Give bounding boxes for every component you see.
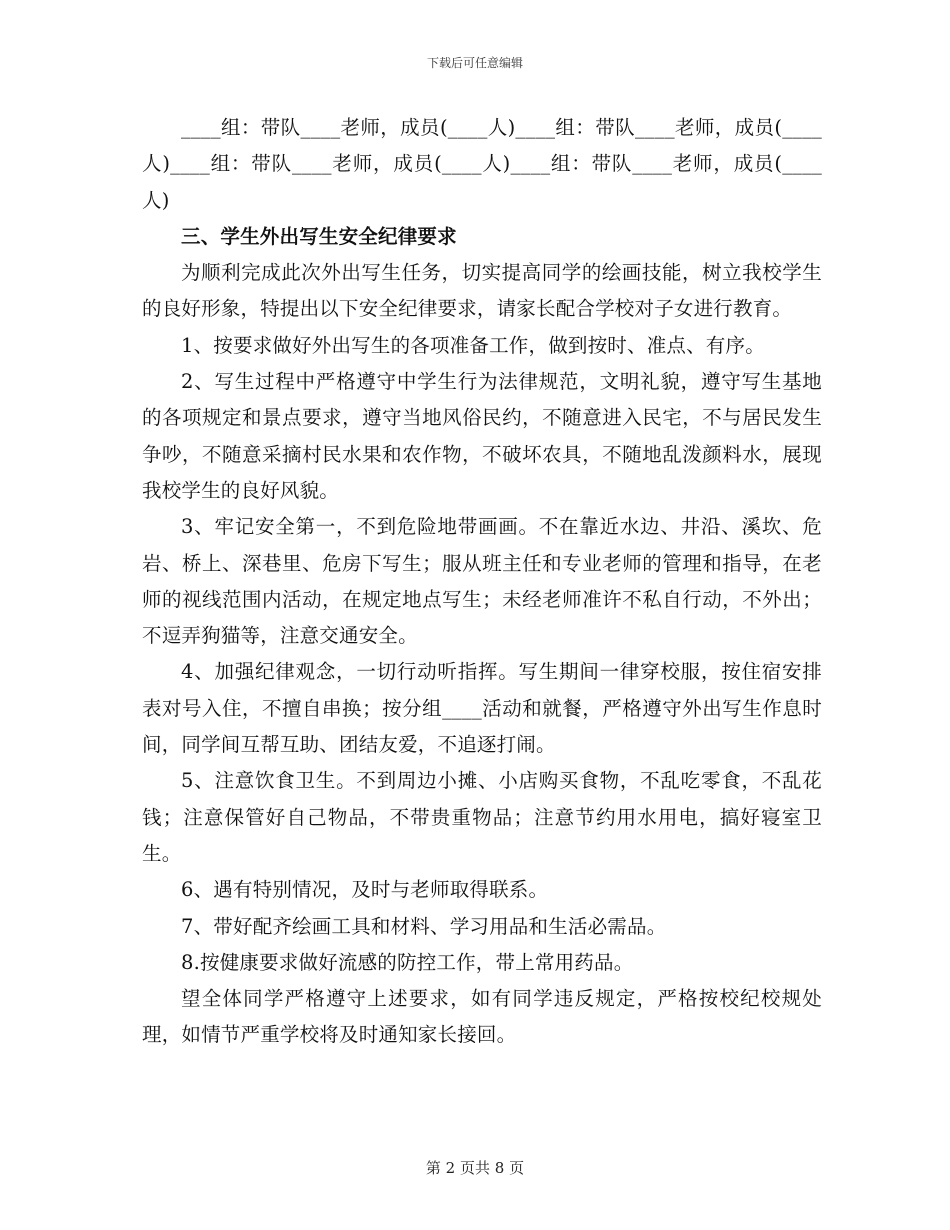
rule-item-4: 4、加强纪律观念，一切行动听指挥。写生期间一律穿校服，按住宿安排表对号入住，不擅自串换；按分组____活动和就餐，严格遵守外出写生作息时间，同学间互帮互助、团结友爱，不追逐打闹。 [142, 660, 822, 757]
document-body [142, 110, 822, 1054]
closing-paragraph: 望全体同学严格遵守上述要求，如有同学违反规定，严格按校纪校规处理，如情节严重学校将及时通知家长接回。 [142, 987, 822, 1047]
intro-paragraph: 为顺利完成此次外出写生任务，切实提高同学的绘画技能，树立我校学生的良好形象，特提出以下安全纪律要求，请家长配合学校对子女进行教育。 [142, 261, 822, 321]
rule-item-6: 6、遇有特别情况，及时与老师取得联系。 [181, 878, 549, 902]
page-number-footer: 第 2 页共 8 页 [425, 1159, 525, 1177]
rule-item-7: 7、带好配齐绘画工具和材料、学习用品和生活必需品。 [181, 914, 667, 938]
rule-item-1: 1、按要求做好外出写生的各项准备工作，做到按时、准点、有序。 [181, 333, 765, 357]
page-header: 下载后可任意编辑 [426, 56, 523, 70]
section-heading: 三、学生外出写生安全纪律要求 [181, 224, 457, 248]
rule-item-3: 3、牢记安全第一，不到危险地带画画。不在靠近水边、井沿、溪坎、危岩、桥上、深巷里、危房下写生；服从班主任和专业老师的管理和指导，在老师的视线范围内活动，在规定地点写生；未经老师准许不私自行动，不外出；不逗弄狗猫等，注意交通安全。 [142, 515, 822, 648]
group-roster-paragraph: ____组：带队____老师，成员(____人)____组：带队____老师，成员(____人)____组：带队____老师，成员(____人)____组：带队____老师，成员(____人) [142, 116, 822, 212]
rule-item-8: 8.按健康要求做好流感的防控工作，带上常用药品。 [181, 950, 634, 974]
rule-item-5: 5、注意饮食卫生。不到周边小摊、小店购买食物，不乱吃零食，不乱花钱；注意保管好自己物品，不带贵重物品；注意节约用水用电，搞好寝室卫生。 [142, 769, 822, 865]
rule-item-2: 2、写生过程中严格遵守中学生行为法律规范，文明礼貌，遵守写生基地的各项规定和景点要求，遵守当地风俗民约，不随意进入民宅，不与居民发生争吵，不随意采摘村民水果和农作物，不破坏农具，不随地乱泼颜料水，展现我校学生的良好风貌。 [142, 370, 822, 502]
